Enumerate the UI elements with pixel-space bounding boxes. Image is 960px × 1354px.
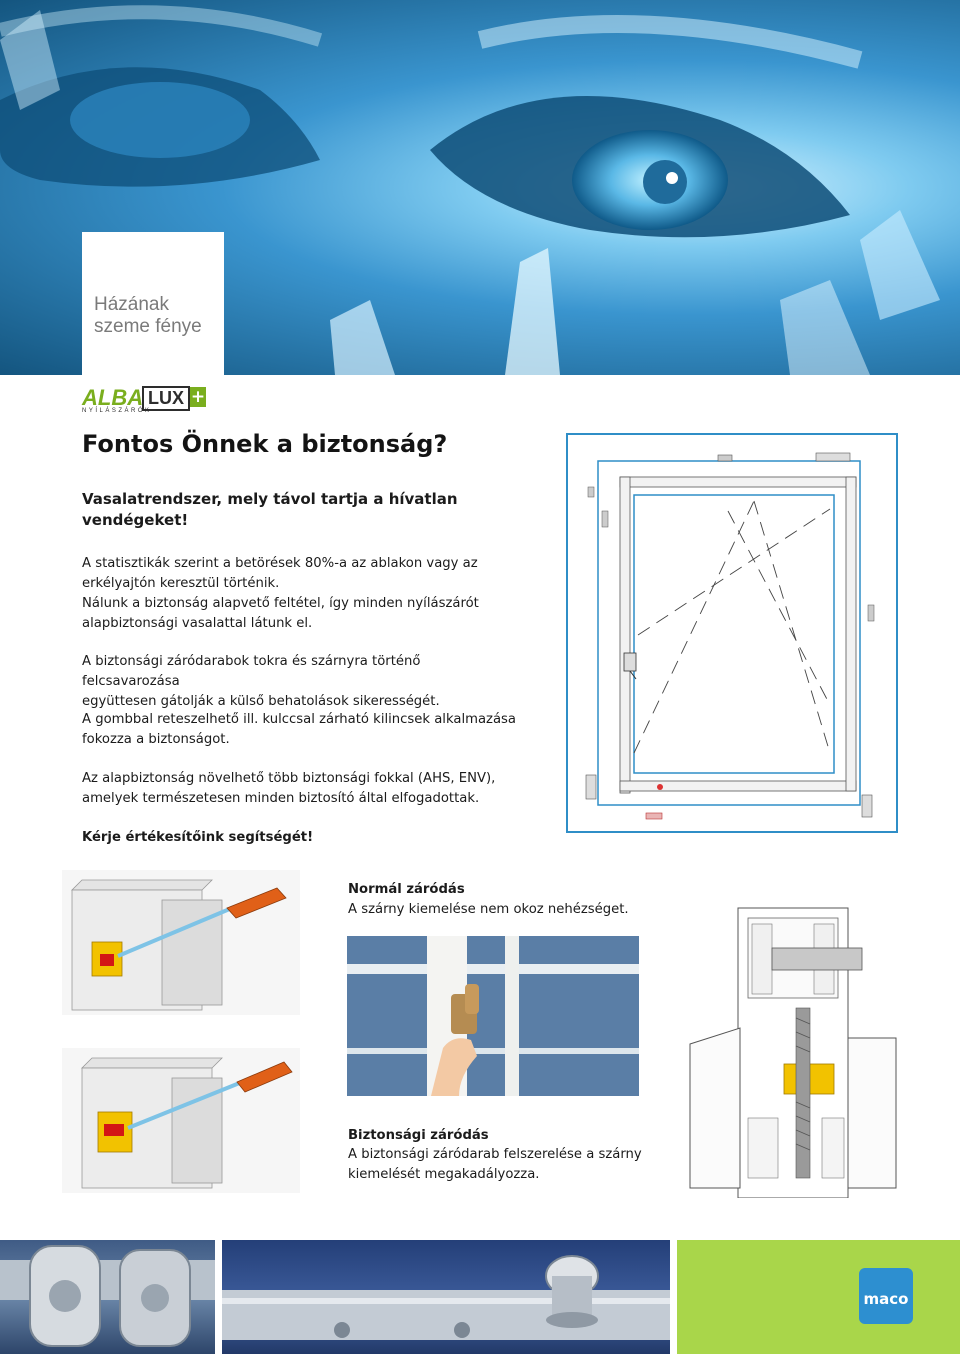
maco-logo-text: maco [863, 1290, 909, 1308]
security-closure-title: Biztonsági záródás [348, 1128, 489, 1143]
paragraph-strike-plates [82, 652, 522, 712]
security-closure-line: kiemelését megakadályozza. [348, 1167, 540, 1182]
handle-photo [347, 936, 639, 1096]
security-closure-illustration [62, 1048, 300, 1193]
paragraph-statistics [82, 554, 522, 634]
window-diagram-drawing [568, 435, 896, 831]
security-closure-text [348, 1145, 648, 1185]
window-hardware-diagram [566, 433, 898, 833]
mushroom-cam-photo [222, 1240, 670, 1354]
tagline-line: szeme fénye [94, 316, 202, 337]
logo-plus-icon: + [190, 387, 206, 407]
paragraph-handles [82, 710, 522, 750]
paragraph-line: A statisztikák szerint a betörések 80%-a az ablakon vagy az [82, 556, 478, 571]
hardware-photo-left [0, 1240, 215, 1354]
page-title: Fontos Önnek a biztonság? [82, 430, 448, 458]
hardware-photo-middle [222, 1240, 670, 1354]
call-to-action: Kérje értékesítőink segítségét! [82, 830, 314, 845]
security-closure-line: A biztonsági záródarab felszerelése a szárny [348, 1147, 642, 1162]
paragraph-line: erkélyajtón keresztül történik. [82, 576, 280, 591]
paragraph-line: együttesen gátolják a külső behatolások sikerességét. [82, 694, 440, 709]
paragraph-line: A biztonsági záródarabok tokra és szárnyra történő felcsavarozása [82, 654, 421, 689]
normal-closure-text: A szárny kiemelése nem okoz nehézséget. [348, 902, 629, 917]
logo-subtitle: NYÍLÁSZÁRÓK [82, 408, 152, 414]
profile-cross-section [688, 888, 898, 1198]
window-handle-photo [347, 936, 639, 1096]
hero-image [0, 0, 960, 375]
normal-closure-title: Normál záródás [348, 882, 465, 897]
tagline [94, 294, 224, 338]
logo-brand-alba: ALBA [82, 385, 144, 410]
paragraph-line: alapbiztonsági vasalattal látunk el. [82, 616, 313, 631]
maco-panel [677, 1240, 960, 1354]
locking-cam-photo [0, 1240, 215, 1354]
paragraph-line: Nálunk a biztonság alapvető feltétel, így minden nyílászárót [82, 596, 479, 611]
logo-brand-lux: LUX [142, 386, 190, 411]
tagline-line: Házának [94, 294, 169, 315]
maco-logo-mark [859, 1268, 913, 1324]
paragraph-security-levels [82, 769, 522, 809]
albalux-logo [82, 385, 226, 415]
paragraph-line: amelyek természetesen minden biztosító által elfogadottak. [82, 791, 480, 806]
paragraph-line: A gombbal reteszelhető ill. kulccsal zárható kilincsek alkalmazása [82, 712, 517, 727]
paragraph-line: fokozza a biztonságot. [82, 732, 230, 747]
normal-closure-illustration [62, 870, 300, 1015]
maco-logo [859, 1268, 913, 1324]
page-subtitle: Vasalatrendszer, mely távol tartja a hívatlan vendégeket! [82, 490, 458, 529]
paragraph-line: Az alapbiztonság növelhető több biztonsági fokkal (AHS, ENV), [82, 771, 496, 786]
tagline-box [82, 232, 224, 375]
